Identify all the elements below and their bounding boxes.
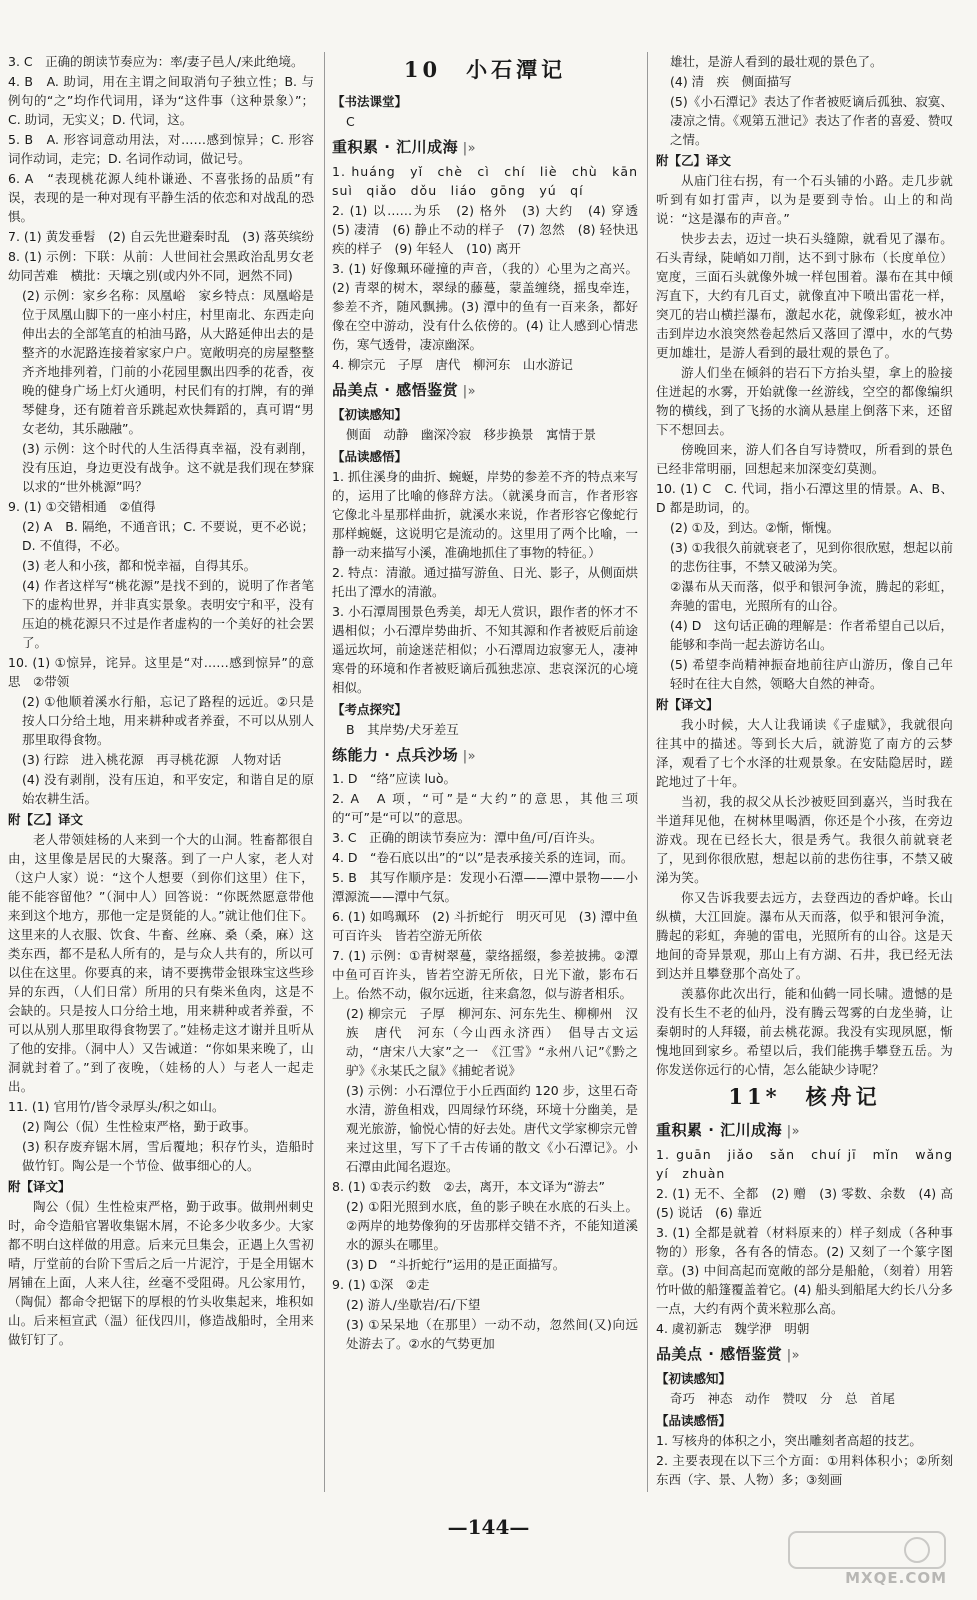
translation-paragraph: 当初，我的叔父从长沙被贬回到嘉兴，当时我在半道拜见他，在树林里喝酒，你还是个小孩，在旁边游戏。现在已经长大，很是秀气。我很久前就衰老了，见到你很欣慰，想起以前的悲伤往事，不禁又破涕为笑。 [656,794,953,885]
answer-item: 2. 特点：清澈。通过描写游鱼、日光、影子，从侧面烘托出了潭水的清澈。 [332,564,638,599]
answer-item: (3) D “斗折蛇行”运用的是正面描写。 [346,1257,566,1273]
answer-item: (2) ①及，到达。②惭，惭愧。 [670,520,840,535]
double-chevron-icon: |» [782,1347,801,1363]
translation-paragraph: 你又告诉我要去远方，去登西边的香炉峰。长山纵横，大江回旋。瀑布从天而落，似乎和银河争流，腾起的彩虹，奔驰的雷电，光照所有的山谷。这是天地间的奇异景观，那山上有方湖、石井，我已经无法到达并且攀登那个高处了。 [656,890,953,981]
answer-item: 3. (1) 好像珮环碰撞的声音，（我的）心里为之高兴。(2) 青翠的树木，翠绿的藤蔓，蒙盖缠绕，摇曳牵连，参差不齐，随风飘拂。(3) 潭中的鱼有一百来条，都好像在空中游动，没有什么依傍的。(4) 让人感到心情悲伤，寒气透骨，凄凉幽深。 [332,260,638,352]
answer-item: (4) 清 疾 侧面描写 [670,74,792,89]
answer-item: 奇巧 神态 动作 赞叹 分 总 首尾 [670,1390,896,1406]
answer-item: (2) ①阳光照到水底，鱼的影子映在水底的石头上。②两岸的地势像狗的牙齿那样交错不齐，不能知道溪水的源头在哪里。 [346,1199,638,1253]
translation-paragraph: 羡慕你此次出行，能和仙鹤一同长啸。遗憾的是没有长生不老的仙丹，没有腾云驾雾的白龙坐骑，让秦朝时的人拜辍，前去桃花源。我没有实现夙愿，惭愧地回到家乡。希望以后，我们能携手攀登五岳。为你发送你远行的心情，怎么能缺少诗呢？ [656,986,953,1077]
column-middle [332,52,652,1354]
translation-paragraph: 快步去去，迈过一块石头缝隙，就看见了瀑布。石头青绿，陡峭如刀削，达不到寸脉布（长度单位）宽度，三面石头就像外城一样包围着。瀑布在其中倾泻直下，大约有几百丈，就像直冲下喷出雷花一样，突兀的岩山横拦瀑布，激起水花，就像彩虹，被水冲击到岸边水浪突然卷起然后又落回了潭中，水的气势更加雄壮，是游人看到的最壮观的景色了。 [656,231,953,360]
answer-item: 9. (1) ①交错相通 ②值得 [8,499,156,514]
answer-item: (3) 示例：小石潭位于小丘西面约 120 步，这里石奇水清，游鱼相戏，四周绿竹环绕，环境十分幽美，是观光旅游，愉悦心情的好去处。唐代文学家柳宗元曾来过这里，写下了千古传诵的散文《小石潭记》。小石潭由此闻名遐迩。 [346,1083,638,1175]
answer-item: 侧面 动静 幽深冷寂 移步换景 寓情于景 [346,426,597,442]
page-number: —144— [447,1515,530,1539]
answer-item: 7. (1) 示例：①青树翠蔓，蒙络摇缀，参差披拂。②潭中鱼可百许头，皆若空游无所依，日光下澈，影布石上。佁然不动，俶尔远逝，往来翕忽，似与游者相乐。 [332,948,638,1002]
answer-item: 8. (1) ①表示约数 ②去，离开，本文译为“游去” [332,1179,605,1195]
answer-item: 4. 柳宗元 子厚 唐代 柳河东 山水游记 [332,356,573,372]
translation-paragraph: 傍晚回来，游人们各自写诗赞叹，所看到的景色已经非常明丽，回想起来加深变幻莫测。 [656,442,953,476]
answer-item: 1. D “络”应读 luò。 [332,771,456,787]
answer-item: 10. (1) ①惊异，诧异。这里是“对……感到惊异”的意思 ②带领 [8,655,314,689]
answer-item: 5. B A. 形容词意动用法，对……感到惊异；C. 形容词作动词，走完；D. 名词作动词，做记号。 [8,132,314,166]
translation-paragraph: 陶公（侃）生性检束严格，勤于政事。做荆州刺史时，命令造船官署收集锯木屑，不论多少收多少。大家都不明白这样做的用意。后来元旦集会，正遇上久雪初晴，厅堂前的台阶下雪后之后一片泥泞，于是全用锯木屑铺在上面，人来人往，丝毫不受阻碍。凡公家用竹，（陶侃）都命令把锯下的厚根的竹头收集起来，堆积如山。后来桓宣武（温）征伐四川，修造战船时，全用来做钉钉了。 [8,1199,314,1347]
answer-item: 10. (1) C C. 代词，指小石潭这里的情景。A、B、D 都是助词，的。 [656,481,953,515]
answer-item: (2) A B. 隔绝，不通音讯；C. 不要说，更不必说；D. 不值得，不必。 [22,519,314,553]
translation-paragraph: 从庙门往右拐，有一个石头铺的小路。走几步就听到有如打雷声，以为是要到寺怡。山上的和尚说：“这是瀑布的声音。” [656,173,953,226]
answer-item: 3. 小石潭周围景色秀美，却无人赏识，跟作者的怀才不遇相似；小石潭岸势曲折、不知其源和作者被贬后前途遥远坎坷，前途迷茫相似；小石潭周边寂寥无人，凄神寒骨的环境和作者被贬谪后孤独悲凉、悲哀深沉的心境相似。 [332,603,638,695]
answer-item: 4. D “卷石底以出”的“以”是表承接关系的连词，而。 [332,850,634,866]
answer-item: 8. (1) 示例：下联：从前：人世间社会黑政治乱男女老幼同苦难 横批：天壤之别(或内外不同，迥然不同) [8,249,314,283]
answer-item: 1. 抓住溪身的曲折、蜿蜒，岸势的参差不齐的特点来写的，运用了比喻的修辞方法。（就溪身而言，作者形容它像北斗星那样曲折，就溪水来说，作者形容它像蛇行那样蜿蜒，这说明它是流动的。这里用了两个比喻，一静一动来描写小溪，准确地抓住了事物的特征。） [332,468,638,560]
translation-paragraph: 我小时候，大人让我诵读《子虚赋》，我就很向往其中的描述。等到长大后，就游览了南方的云梦泽，观看了七个水泽的壮观景象。在安陆隐居时，蹉跎地过了十年。 [656,717,953,789]
answer-item: 7. (1) 黄发垂髫 (2) 自云先世避秦时乱 (3) 落英缤纷 [8,229,314,244]
answer-item: 3. (1) 全都是就着（材料原来的）样子刻成（各种事物的）形象，各有各的情态。(2) 又刻了一个篆字图章。(3) 中间高起而宽敞的部分是船舱，（刻着）用箬竹叶做的船篷覆盖着它。(4) 船头到船尾大约长八分多一点，大约有两个黄米粒那么高。 [656,1224,953,1316]
answer-item: (3) 老人和小孩，都和悦幸福，自得其乐。 [22,558,257,573]
answer-item: 4. B A. 助词，用在主谓之间取消句子独立性；B. 与例句的“之”均作代词用，译为“这件事（这种景象）”；C. 助词，无实义；D. 代词，这。 [8,74,314,127]
column-divider [324,52,325,1492]
translation-heading: 附【译文】 [8,1179,71,1194]
answer-item: 5. B 其写作顺序是：发现小石潭——潭中景物——小潭源流——潭中气氛。 [332,870,638,905]
answer-item: (3) ①呆呆地（在那里）一动不动，忽然间(又)向远处游去了。②水的气势更加 [346,1317,638,1352]
answer-item: 2. A A 项，“可”是“大约”的意思，其他三项的“可”是“可以”的意思。 [332,791,638,826]
answer-item: (4) 没有剥削，没有压迫，和平安定，和谐自足的原始农耕生活。 [22,772,314,806]
answer-item: ②瀑布从天而落，似乎和银河争流，腾起的彩虹，奔驰的雷电，光照所有的山谷。 [670,579,953,613]
subsection-tag: 【考点探究】 [332,701,408,717]
section-heading: 品美点 · 感悟鉴赏 |» [656,1344,801,1363]
watermark-text: MXQE.COM [845,1569,947,1588]
answer-item: (4) 作者这样写“桃花源”是找不到的，说明了作者笔下的虚构世界，并非真实景象。表明安宁和平，没有压迫的桃花源只不过是作者虚构的一个美好的社会罢了。 [22,578,314,650]
answer-item: 2. 主要表现在以下三个方面：①用料体积小；②所刻东西（字、景、人物）多；③刻画 [656,1452,953,1487]
column-divider [647,52,648,1492]
subsection-tag: 【初读感知】 [332,406,408,422]
column-right [656,52,967,1490]
answer-item: 11. (1) 官用竹/皆令录厚头/积之如山。 [8,1099,225,1114]
answer-item: 3. C 正确的朗读节奏应为：率/妻子邑人/来此绝境。 [8,54,304,69]
translation-paragraph: 老人带领娃杨的人来到一个大的山洞。牲畜都很自由，这里像是居民的大聚落。到了一户人家，老人对（这户人家）说：“这个人想要（到你们这里）住下，能不能容留他？”（洞中人）回答说：“你既然愿意带他来到这个地方，那他一定是贤能的人。”就让他们住下。这里来的人衣服、饮食、牛畜、丝麻、桑（桑，麻）这类东西，都不是私人所有的，是与众人共有的，所以可以住在这里。你要真的来，请不要携带金银珠宝这些珍异的东西，（人们日常）所用的只有柴米鱼肉，这是不会缺的。只是按人口分给土地，用来耕种或者养蚕，不可以从别人那里取得食物罢了。”娃杨走这才谢并且听从了他的安排。（洞中人）又告诫道：“你如果来晚了，山洞就封着了。”到了夜晚，（娃杨的人）与老人一起走出。 [8,832,314,1094]
answer-page [8,52,967,1507]
answer-item: (2) 示例：家乡名称：凤凰峪 家乡特点：凤凰峪是位于凤凰山脚下的一座小村庄，村里南北、东西走向伸出去的全部笔直的柏油马路，从大路延伸出去的是整齐的水泥路连接着家家户户。宽敞明亮的房屋整整齐齐地排列着，门前的小花园里飘出四季的花香，夜晚的健身广场上灯火通明，村民们有的打牌，有的弹琴健身，还有随着音乐跳起欢快舞蹈的，真可谓“男女老幼，其乐融融”。 [22,288,314,436]
double-chevron-icon: |» [782,1123,801,1139]
answer-item: B 其岸势/犬牙差互 [346,721,459,737]
answer-item: (2) 游人/坐歇岩/石/下望 [346,1297,481,1313]
subsection-tag: 【初读感知】 [656,1370,732,1386]
answer-item: (3) 示例：这个时代的人生活得真幸福，没有剥削，没有压迫，身边更没有战争。这不就是我们现在梦寐以求的“世外桃源”吗？ [22,441,314,494]
answer-item: (5)《小石潭记》表达了作者被贬谪后孤独、寂寞、凄凉之情。《观第五泄记》表达了作者的喜爱、赞叹之情。 [670,94,953,147]
translation-paragraph: 游人们坐在倾斜的岩石下方抬头望，拿上的脸接住迸起的水雾，开始就像一丝游线，空空的都像编织物的横线，到了飞扬的水滴从悬崖上倒落下来，还留下不想回去。 [656,365,953,437]
watermark-badge-icon [787,1528,947,1572]
translation-heading: 附【乙】译文 [656,153,732,168]
answer-item: (3) 积存废弃锯木屑，雪后覆地；积存竹头，造船时做竹钉。陶公是一个节俭、做事细心的人。 [22,1139,314,1173]
answer-item: 雄壮，是游人看到的最壮观的景色了。 [670,54,883,69]
answer-item: 1. huáng yǐ chè cì chí liè chù kān suì qiǎo dǒu liáo gōng yú qí [332,163,652,198]
column-left [8,52,314,1350]
section-heading: 重积累 · 汇川成海 |» [656,1120,801,1139]
answer-item: 6. (1) 如鸣珮环 (2) 斗折蛇行 明灭可见 (3) 潭中鱼可百许头 皆若空游无所依 [332,909,638,944]
answer-item: (2) 柳宗元 子厚 柳河东、河东先生、柳柳州 汉族 唐代 河东（今山西永济西） 倡导古文运动，“唐宋八大家”之一 《江雪》“永州八记”《黔之驴》《永某氏之鼠》《捕蛇者说》 [346,1006,638,1079]
answer-item: 2. (1) 以……为乐 (2) 格外 (3) 大约 (4) 穿透 (5) 凄清 (6) 静止不动的样子 (7) 忽然 (8) 轻快迅疾的样子 (9) 年轻人 (10) 离开 [332,202,651,256]
subsection-tag: 【品读感悟】 [332,448,408,464]
answer-item: 3. C 正确的朗读节奏应为：潭中鱼/可/百许头。 [332,830,603,846]
section-heading: 重积累 · 汇川成海 |» [332,137,477,156]
double-chevron-icon: |» [458,748,477,764]
answer-item: 9. (1) ①深 ②走 [332,1277,430,1293]
double-chevron-icon: |» [458,140,477,156]
subsection-tag: 【品读感悟】 [656,1412,732,1428]
subsection-tag: 【书法课堂】 [332,93,408,109]
translation-heading: 附【乙】译文 [8,812,84,827]
answer-item: 6. A “表现桃花源人纯朴谦逊、不喜张扬的品质”有误，表现的是一种对现有平静生活的依恋和对战乱的恐惧。 [8,171,314,224]
answer-item: (2) ①他顺着溪水行船，忘记了路程的远近。②只是按人口分给土地，用来耕种或者养蚕，不可以从别人那里取得食物。 [22,694,314,747]
answer-item: 4. 虞初新志 魏学洢 明朝 [656,1320,810,1336]
answer-item: C [346,113,355,129]
lesson-title: 10 小石潭记 [403,57,567,82]
answer-item: 1. guān jiǎo sǎn chuí jī mǐn wǎng yí zhuàn [656,1146,967,1181]
answer-item: 1. 写核舟的体积之小，突出雕刻者高超的技艺。 [656,1432,922,1448]
answer-item: (2) 陶公（侃）生性检束严格，勤于政事。 [22,1119,257,1134]
section-heading: 品美点 · 感悟鉴赏 |» [332,380,477,399]
lesson-title: 11* 核舟记 [728,1084,881,1109]
answer-item: (3) 行踪 进入桃花源 再寻桃花源 人物对话 [22,752,282,767]
translation-heading: 附【译文】 [656,697,719,712]
answer-item: (4) D 这句话正确的理解是：作者希望自己以后，能够和李尚一起去游访名山。 [670,618,953,652]
section-heading: 练能力 · 点兵沙场 |» [332,745,477,764]
watermark-logo [787,1528,947,1590]
answer-item: (5) 希望李尚精神振奋地前往庐山游历，像自己年轻时在往大自然，领略大自然的神奇。 [670,657,953,691]
answer-item: 2. (1) 无不、全都 (2) 赠 (3) 零数、余数 (4) 高 (5) 说话 (6) 靠近 [656,1185,966,1220]
answer-item: (3) ①我很久前就衰老了，见到你很欣慰，想起以前的悲伤往事，不禁又破涕为笑。 [670,540,953,574]
double-chevron-icon: |» [458,383,477,399]
